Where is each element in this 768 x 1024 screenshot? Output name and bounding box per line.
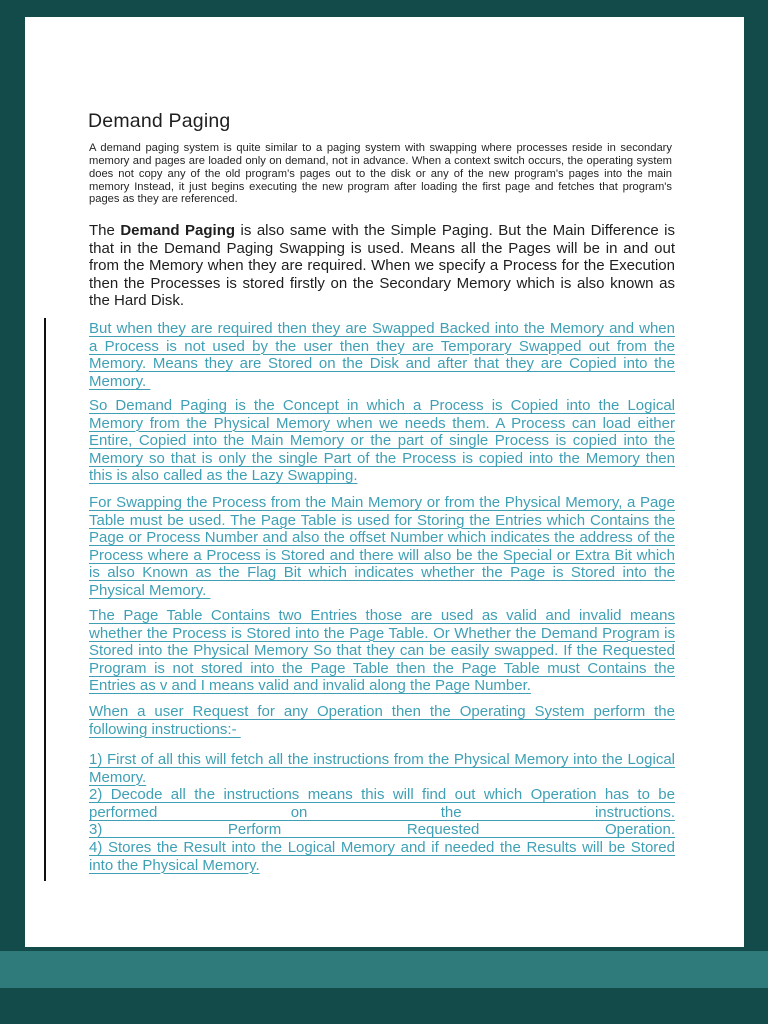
- teal-paragraph-3: For Swapping the Process from the Main Memory or from the Physical Memory, a Page Table must be used. The Page Table is used for Storing the Entries which Contains the Page or Process Number and also the offset Number which indicates the address of the Process where a Process is Stored and there will also be the Special or Extra Bit which is also Known as the Flag Bit which indicates whether the Page is Stored into the Physical Memory.: [89, 494, 675, 599]
- instruction-line-1: 1) First of all this will fetch all the instructions from the Physical Memory into the Logical: [89, 751, 675, 768]
- teal-paragraph-1: But when they are required then they are Swapped Backed into the Memory and when a Process is not used by the user then they are Temporary Swapped out from the Memory. Means they are Stored on the Disk and after that they are Copied into the Memory.: [89, 320, 675, 390]
- instruction-line-2: Memory.: [89, 768, 147, 786]
- teal-paragraph-2: So Demand Paging is the Concept in which a Process is Copied into the Logical Memory from the Physical Memory when we needs them. A Process can load either Entire, Copied into the Main Memory or the part of single Process is copied into the Memory so that is only the single Part of the Process is copied into the Memory then this is also called as the Lazy Swapping.: [89, 397, 675, 485]
- page-title: Demand Paging: [88, 110, 231, 132]
- teal-paragraph-4: The Page Table Contains two Entries those are used as valid and invalid means whether the Process is Stored into the Page Table. Or Whether the Demand Program is Stored into the Physical Memory So that they can be easily swapped. If the Requested Program is not stored into the Page Table then the Page Table must Contains the Entries as v and I means valid and invalid along the Page Number.: [89, 607, 675, 695]
- instruction-line-5: 3) Perform Requested Operation.: [89, 821, 675, 839]
- body-paragraph-rest: is also same with the Simple Paging. But the Main Difference is that in the Demand Paging Swapping is used. Means all the Pages will be in and out from the Memory when they are required. When we specify a Process for the Execution then the Processes is stored firstly on the Secondary Memory which is also known as the Hard Disk.: [89, 222, 675, 310]
- instruction-line-7: into the Physical Memory.: [89, 856, 260, 874]
- body-paragraph: [89, 222, 675, 310]
- instruction-line-6: 4) Stores the Result into the Logical Memory and if needed the Results will be Stored: [89, 838, 675, 856]
- body-paragraph-prefix: The: [89, 222, 121, 239]
- viewer-frame-left: [0, 0, 25, 1024]
- viewer-frame-top: [0, 0, 768, 17]
- change-bar: [44, 318, 46, 881]
- instruction-line-3: 2) Decode all the instructions means this will find out which Operation has to be: [89, 786, 675, 804]
- viewer-frame-right: [744, 0, 768, 1024]
- instruction-list: [89, 751, 675, 874]
- teal-paragraph-5: When a user Request for any Operation then the Operating System perform the following instructions:-: [89, 703, 675, 738]
- instruction-line-4: performed on the instructions.: [89, 803, 675, 821]
- intro-paragraph: A demand paging system is quite similar to a paging system with swapping where processes reside in secondary memory and pages are loaded only on demand, not in advance. When a context switch occurs, the operating system does not copy any of the old program's pages out to the disk or any of the new program's pages into the main memory Instead, it just begins executing the new program after loading the first page and fetches that program's pages as they are referenced.: [89, 142, 672, 206]
- body-paragraph-bold-term: Demand Paging: [120, 222, 236, 239]
- viewer-footer-bar[interactable]: [0, 951, 768, 988]
